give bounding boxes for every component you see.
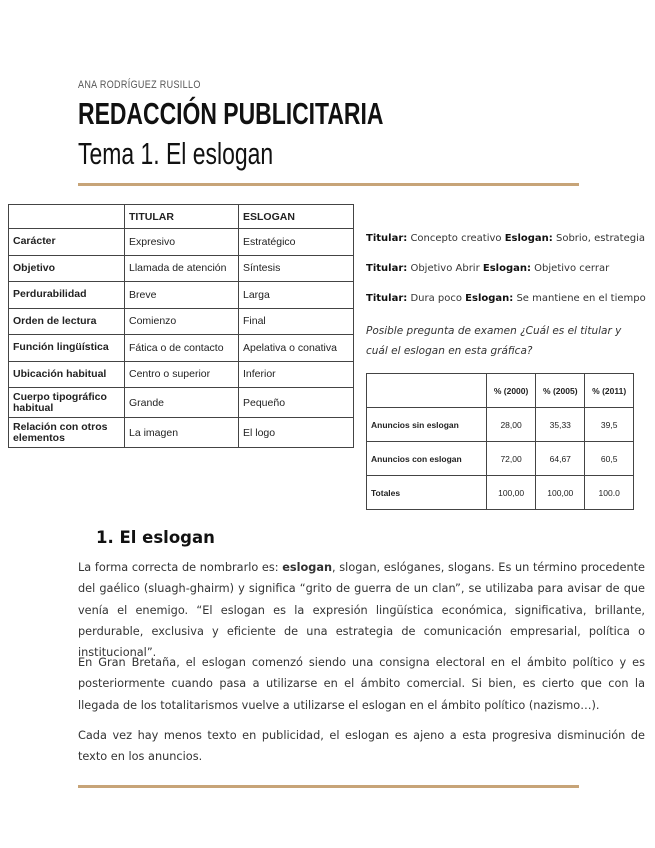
paragraph-text: , slogan, eslóganes, slogans. Es un término procedente del gaélico (sluagh-ghairm) y significa “grito de guerra de un clan”, se utilizaba para avisar de que venía el enemigo. “El eslogan es la expresión lingüística económica, significativa, brillante, perdurable, exclusiva y eficiente de una estrategia de comunicación empresarial, política o institucional”. <box>78 561 645 660</box>
table-cell: Totales <box>367 476 487 510</box>
side-note-label: Titular: <box>366 263 408 274</box>
table-cell: Estratégico <box>239 229 354 256</box>
table-row <box>367 476 634 510</box>
titular-eslogan-table <box>8 204 354 448</box>
table-cell: Orden de lectura <box>9 308 125 335</box>
section-heading: 1. El eslogan <box>96 528 215 547</box>
paragraph-text: La forma correcta de nombrarlo es: <box>78 561 283 574</box>
table-row <box>9 229 354 256</box>
side-note <box>366 263 609 274</box>
side-note-value: Objetivo Abrir <box>407 263 483 274</box>
table-cell: Cuerpo tipográfico habitual <box>9 388 125 418</box>
table-cell: 35,33 <box>536 408 585 442</box>
table-row <box>9 282 354 309</box>
side-note-label: Eslogan: <box>482 263 531 274</box>
table-header-cell: TITULAR <box>125 205 239 229</box>
side-note <box>366 293 646 304</box>
table-cell: Carácter <box>9 229 125 256</box>
table-cell: Breve <box>125 282 239 309</box>
paragraph-history: En Gran Bretaña, el eslogan comenzó siendo una consigna electoral en el ámbito político y es posteriormente cuando pasa a utilizarse en el ámbito comercial. Si bien, es cierto que con la llegada de los totalitarismos vuelve a utilizarse el eslogan en el ámbito político (nazismo…). <box>78 656 645 712</box>
table-cell: 28,00 <box>487 408 536 442</box>
table-row <box>9 418 354 448</box>
document-title: REDACCIÓN PUBLICITARIA <box>78 96 384 131</box>
table-row <box>367 442 634 476</box>
table-cell: Larga <box>239 282 354 309</box>
table-header-cell: % (2005) <box>536 374 585 408</box>
table-cell: Perdurabilidad <box>9 282 125 309</box>
side-note-label: Titular: <box>366 233 408 244</box>
table-cell: Inferior <box>239 361 354 388</box>
table-header-cell <box>9 205 125 229</box>
eslogan-stats-table <box>366 373 634 510</box>
table-cell: 39,5 <box>585 408 634 442</box>
side-note-value: Sobrio, estrategia <box>552 233 646 244</box>
side-note-value: Objetivo cerrar <box>531 263 610 274</box>
table-cell: Objetivo <box>9 255 125 282</box>
table-cell: Relación con otros elementos <box>9 418 125 448</box>
paragraph-trend: Cada vez hay menos texto en publicidad, el eslogan es ajeno a esta progresiva disminución de texto en los anuncios. <box>78 729 645 764</box>
side-note-value: Dura poco <box>407 293 466 304</box>
table-header-cell: ESLOGAN <box>239 205 354 229</box>
table-row <box>367 408 634 442</box>
side-note-label: Titular: <box>366 293 408 304</box>
exam-question: Posible pregunta de examen ¿Cuál es el titular y cuál el eslogan en esta gráfica? <box>366 325 622 357</box>
table-cell: Anuncios con eslogan <box>367 442 487 476</box>
table-cell: Fática o de contacto <box>125 335 239 362</box>
table-cell: Anuncios sin eslogan <box>367 408 487 442</box>
table-cell: Comienzo <box>125 308 239 335</box>
side-note-label: Eslogan: <box>504 233 553 244</box>
table-header-cell <box>367 374 487 408</box>
side-note-value: Se mantiene en el tiempo <box>513 293 646 304</box>
table-cell: 100,00 <box>487 476 536 510</box>
table-cell: La imagen <box>125 418 239 448</box>
table-row <box>9 308 354 335</box>
paragraph-definition <box>78 557 645 663</box>
table-cell: Centro o superior <box>125 361 239 388</box>
table-cell: 60,5 <box>585 442 634 476</box>
document-subtitle: Tema 1. El eslogan <box>78 136 274 171</box>
table-row <box>9 335 354 362</box>
table-cell: Síntesis <box>239 255 354 282</box>
table-cell: El logo <box>239 418 354 448</box>
side-note <box>366 233 645 244</box>
bottom-divider <box>78 785 579 788</box>
side-note-label: Eslogan: <box>465 293 514 304</box>
table-row <box>9 255 354 282</box>
table-cell: Pequeño <box>239 388 354 418</box>
table-cell: Función lingüística <box>9 335 125 362</box>
side-note-value: Concepto creativo <box>407 233 505 244</box>
table-cell: 100.0 <box>585 476 634 510</box>
table-row <box>9 361 354 388</box>
table-cell: Apelativa o conativa <box>239 335 354 362</box>
table-cell: Final <box>239 308 354 335</box>
author-name: ANA RODRÍGUEZ RUSILLO <box>78 79 201 91</box>
table-cell: Llamada de atención <box>125 255 239 282</box>
table-row <box>9 388 354 418</box>
table-cell: 72,00 <box>487 442 536 476</box>
table-cell: 100,00 <box>536 476 585 510</box>
table-cell: Ubicación habitual <box>9 361 125 388</box>
table-cell: Expresivo <box>125 229 239 256</box>
table-header-cell: % (2011) <box>585 374 634 408</box>
table-cell: 64,67 <box>536 442 585 476</box>
paragraph-emphasis: eslogan <box>282 561 333 574</box>
table-cell: Grande <box>125 388 239 418</box>
table-header-cell: % (2000) <box>487 374 536 408</box>
top-divider <box>78 183 579 186</box>
